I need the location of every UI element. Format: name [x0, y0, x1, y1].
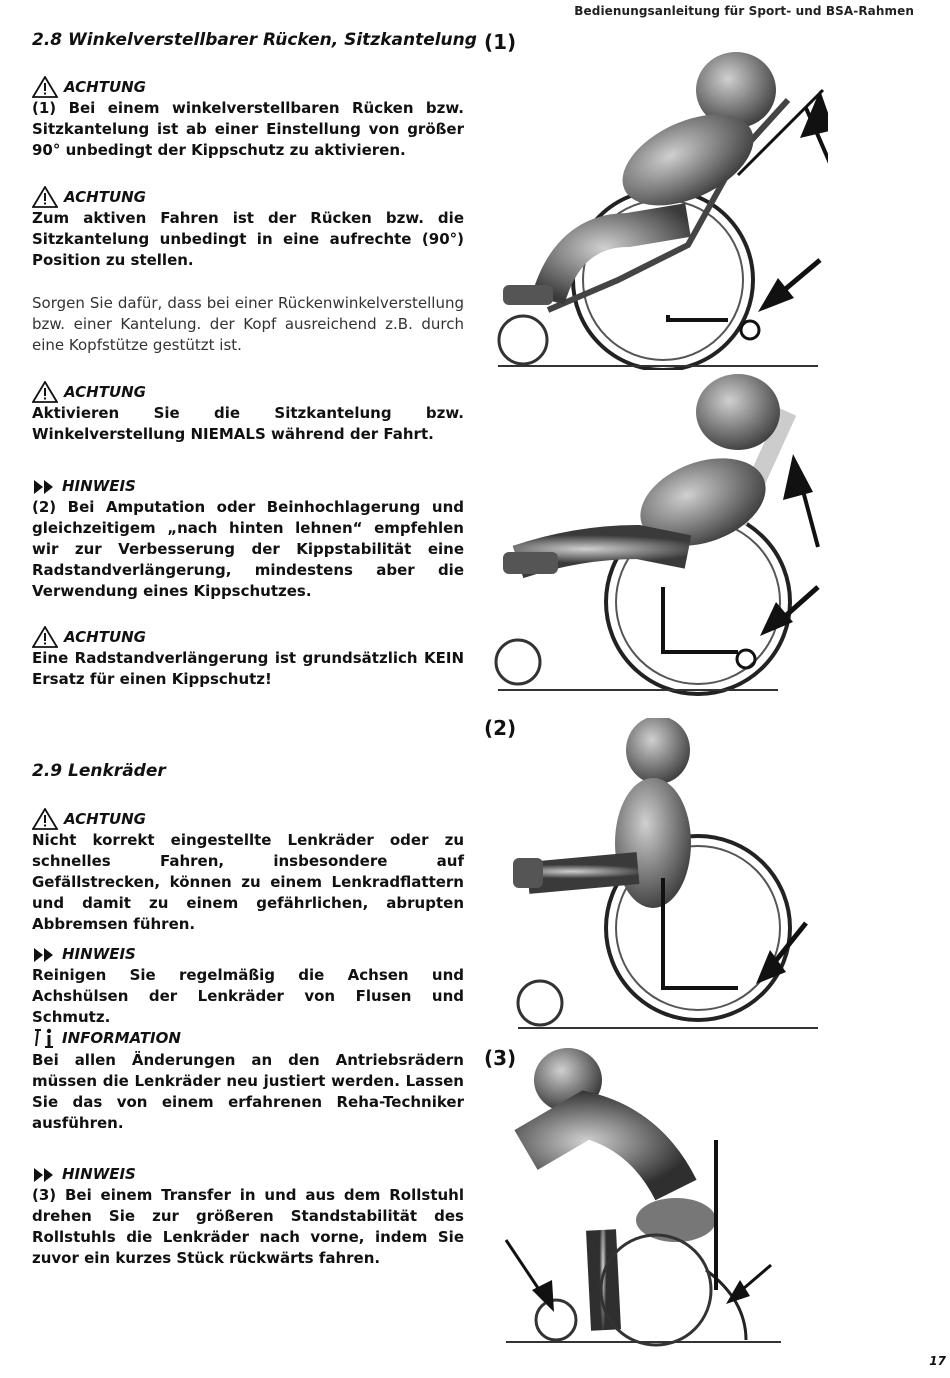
info-label: INFORMATION — [32, 1026, 464, 1050]
figure-label-3: (3) — [484, 1046, 517, 1070]
section-title-2-8: 2.8 Winkelverstellbarer Rücken, Sitzkantelung — [32, 30, 477, 50]
warning-block-4 — [32, 626, 464, 690]
warning-label: ACHTUNG — [32, 808, 464, 830]
warning-triangle-icon — [32, 76, 58, 98]
hint-label: HINWEIS — [32, 1164, 464, 1185]
warning-block-1 — [32, 76, 464, 161]
hint-block-2 — [32, 944, 464, 1028]
figure-tilted-seat-illustration — [488, 372, 828, 697]
figure-upright-seating-illustration — [488, 718, 828, 1033]
info-block-1 — [32, 1026, 464, 1134]
double-arrow-icon — [32, 1167, 56, 1183]
warning-block-3 — [32, 381, 464, 445]
hint-block-3 — [32, 1164, 464, 1269]
figure-transfer-illustration — [496, 1040, 796, 1350]
warning-text: Eine Radstandverlängerung ist grundsätzlich KEIN Ersatz für einen Kippschutz! — [32, 649, 464, 688]
plain-paragraph: Sorgen Sie dafür, dass bei einer Rückenwinkelverstellung bzw. einer Kantelung. der Kopf ausreichend z.B. durch eine Kopfstütze gestützt ist. — [32, 294, 464, 354]
warning-triangle-icon — [32, 186, 58, 208]
information-icon — [32, 1026, 56, 1050]
hint-block-1 — [32, 476, 464, 602]
double-arrow-icon — [32, 479, 56, 495]
hint-text: (2) Bei Amputation oder Beinhochlagerung und gleichzeitigem „nach hinten lehnen“ empfehlen wir zur Verbesserung der Kippstabilität eine Radstandverlängerung, mindestens aber die Verwendung eines Kippschutzes. — [32, 498, 464, 600]
figure-label-2: (2) — [484, 716, 517, 740]
figure-label-1: (1) — [484, 30, 517, 54]
page-number: 17 — [929, 1354, 946, 1368]
warning-label: ACHTUNG — [32, 626, 464, 648]
double-arrow-icon — [32, 947, 56, 963]
hint-label: HINWEIS — [32, 944, 464, 965]
warning-block-2 — [32, 186, 464, 271]
warning-text: Aktivieren Sie die Sitzkantelung bzw. Winkelverstellung NIEMALS während der Fahrt. — [32, 404, 464, 443]
warning-triangle-icon — [32, 381, 58, 403]
warning-block-5 — [32, 808, 464, 935]
warning-label: ACHTUNG — [32, 186, 464, 208]
figure-reclined-backrest-illustration — [488, 30, 828, 370]
hint-text: (3) Bei einem Transfer in und aus dem Rollstuhl drehen Sie zur größeren Standstabilität des Rollstuhls die Lenkräder nach vorne, indem Sie zuvor ein kurzes Stück rückwärts fahren. — [32, 1186, 464, 1267]
section-title-2-9: 2.9 Lenkräder — [32, 761, 166, 781]
hint-label: HINWEIS — [32, 476, 464, 497]
warning-triangle-icon — [32, 808, 58, 830]
warning-label: ACHTUNG — [32, 381, 464, 403]
running-header: Bedienungsanleitung für Sport- und BSA-Rahmen — [574, 4, 914, 18]
hint-text: Reinigen Sie regelmäßig die Achsen und Achshülsen der Lenkräder von Flusen und Schmutz. — [32, 966, 464, 1026]
warning-text: (1) Bei einem winkelverstellbaren Rücken bzw. Sitzkantelung ist ab einer Einstellung von größer 90° unbedingt der Kippschutz zu aktivieren. — [32, 99, 464, 159]
info-text: Bei allen Änderungen an den Antriebsrädern müssen die Lenkräder neu justiert werden. Lassen Sie das von einem erfahrenen Reha-Techniker ausführen. — [32, 1051, 464, 1132]
warning-text: Nicht korrekt eingestellte Lenkräder oder zu schnelles Fahren, insbesondere auf Gefällstrecken, können zu einem Lenkradflattern und damit zu einem gefährlichen, abrupten Abbremsen führen. — [32, 831, 464, 933]
warning-triangle-icon — [32, 626, 58, 648]
plain-paragraph-block — [32, 293, 464, 356]
warning-text: Zum aktiven Fahren ist der Rücken bzw. die Sitzkantelung unbedingt in eine aufrechte (90°) Position zu stellen. — [32, 209, 464, 269]
warning-label: ACHTUNG — [32, 76, 464, 98]
